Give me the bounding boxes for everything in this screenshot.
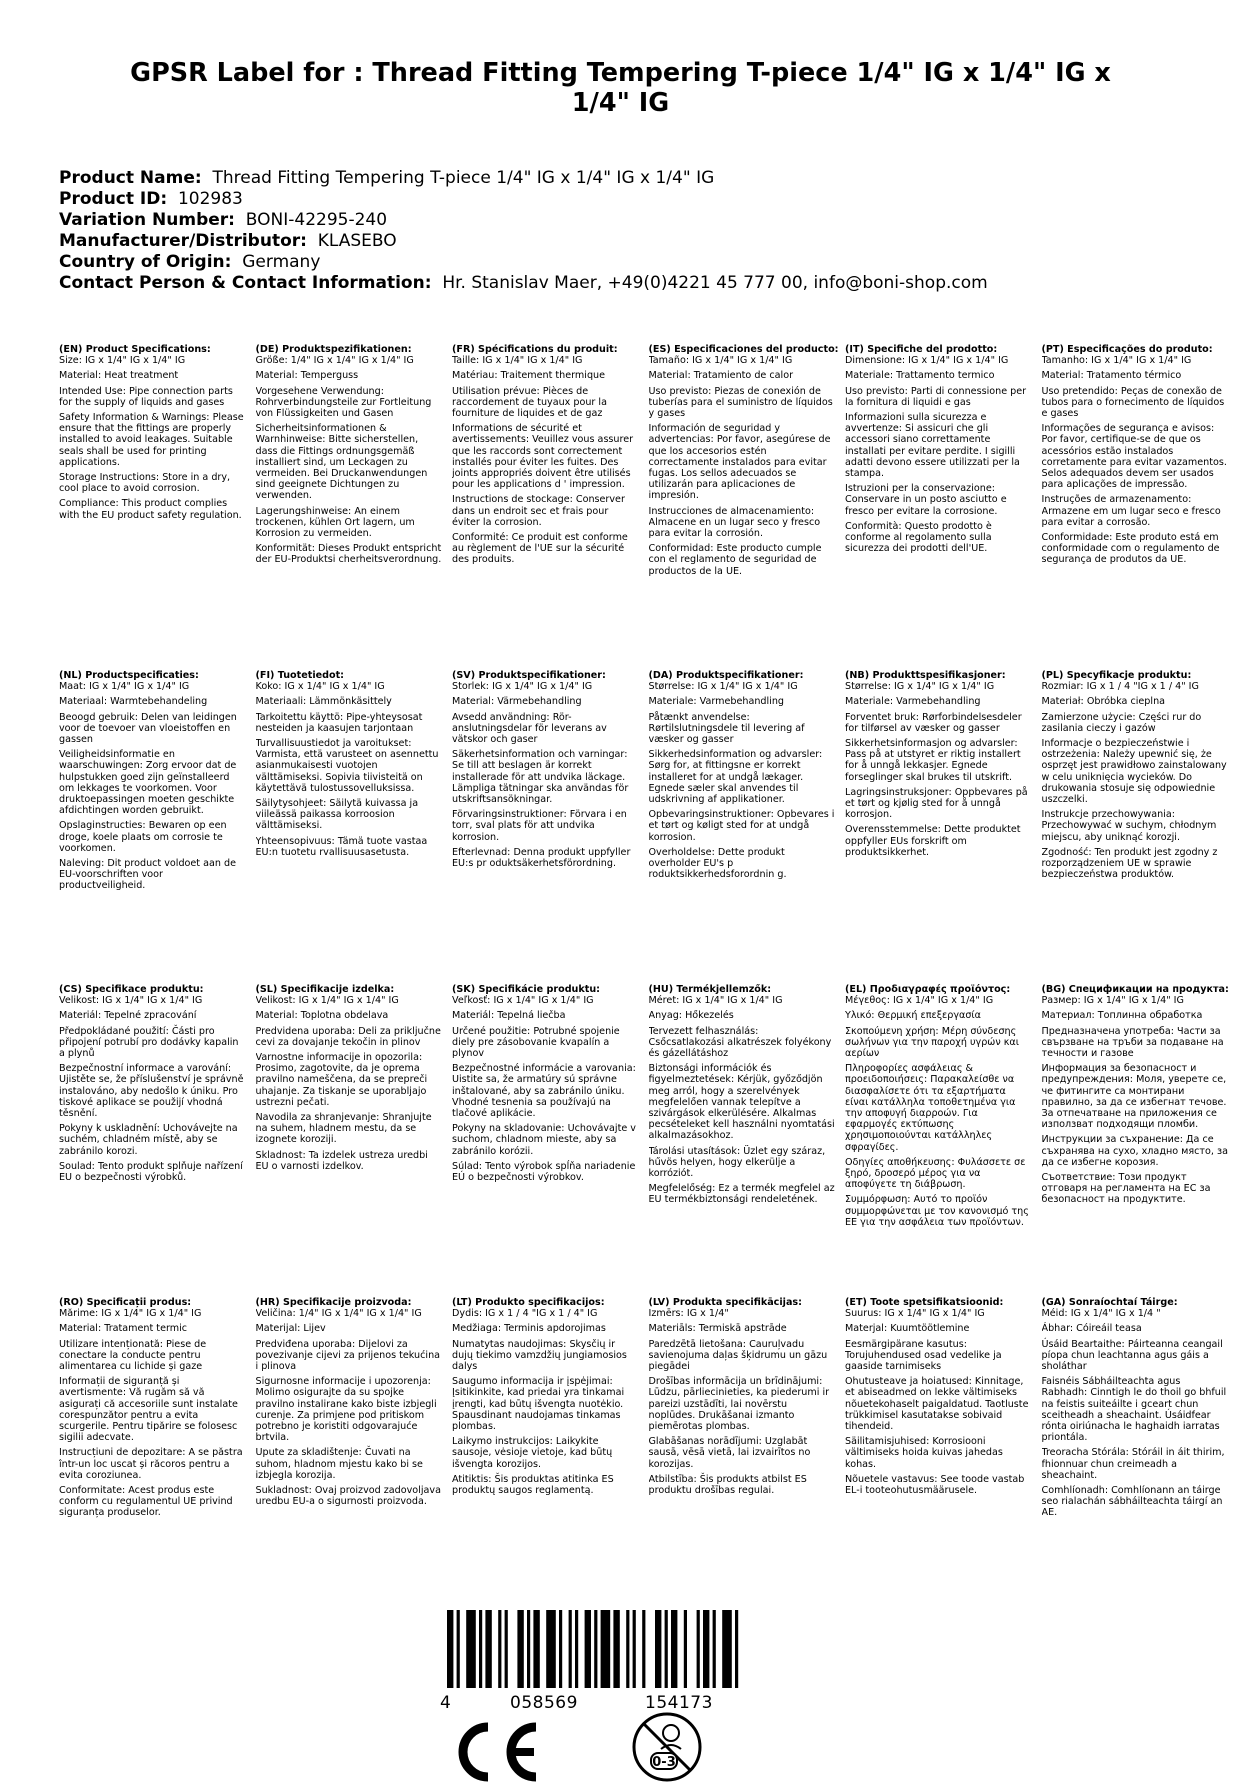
barcode-bar	[684, 1610, 687, 1688]
spec-line: Συμμόρφωση: Αυτό το προϊόν συμμορφώνεται με τον κανονισμό της ΕΕ για την ασφάλεια των προϊόντων.	[845, 1194, 1029, 1228]
spec-line: Material: Toplotna obdelava	[255, 1010, 389, 1022]
spec-block	[845, 984, 1042, 1297]
barcode-digit-first: 4	[440, 1693, 451, 1713]
spec-line: Paredzētā lietošana: Cauruļvadu savienojuma daļas šķidrumu un gāzu piegādei	[648, 1338, 828, 1373]
spec-line: Materiál: Tepelná liečba	[452, 1010, 566, 1022]
age-label: 0-3	[652, 1755, 676, 1770]
spec-line: Glabāšanas norādījumi: Uzglabāt sausā, vēsā vietā, lai izvairītos no korozijas.	[648, 1436, 811, 1470]
spec-line: Vorgesehene Verwendung: Rohrverbindungsteile zur Fortleitung von Flüssigkeiten und Gasen	[255, 385, 432, 420]
spec-line: Material: Tratamento térmico	[1041, 370, 1182, 382]
spec-line: Istruzioni per la conservazione: Conservare in un posto asciutto e fresco per evitare la corrosione.	[845, 483, 1007, 517]
spec-line: Инструкции за съхранение: Да се съхранява на сухо, хладно място, за да се избегне корозия.	[1041, 1134, 1228, 1168]
barcode-bar	[447, 1610, 453, 1688]
spec-heading: (HU) Termékjellemzők:	[648, 984, 772, 995]
spec-line: Opbevaringsinstruktioner: Opbevares i et tørt og køligt sted for at undgå korrosion.	[648, 809, 835, 843]
spec-line: Pokyny k uskladnění: Uchovávejte na suchém, chladném místě, aby se zabránilo korozi.	[59, 1123, 238, 1157]
spec-heading: (SL) Specifikacije izdelka:	[255, 984, 395, 995]
spec-line: Overensstemmelse: Dette produktet oppfyller EUs forskrift om produktsikkerhet.	[845, 824, 1021, 858]
spec-line: Sikkerhedsinformation og advarsler: Sørg for, at fittingsne er korrekt installeret for at undgå lækager. Egnede sæler skal anvendes til udskrivning af applikationer.	[648, 749, 823, 806]
spec-line: Tamanho: IG x 1/4" IG x 1/4" IG	[1041, 355, 1192, 367]
spec-line: Materijal: Lijev	[255, 1323, 326, 1335]
spec-heading: (SV) Produktspecifikationer:	[452, 670, 606, 681]
spec-line: Méid: IG x 1/4" IG x 1/4 "	[1041, 1308, 1161, 1320]
spec-line: Súlad: Tento výrobok spĺňa nariadenie EÚ o bezpečnosti výrobkov.	[452, 1160, 636, 1184]
spec-line: Uso previsto: Piezas de conexión de tuberías para el suministro de líquidos y gases	[648, 385, 833, 420]
barcode-bar	[457, 1610, 460, 1688]
spec-line: Comhlíonadh: Comhlíonann an táirge seo rialachán sábháilteachta táirgí an AE.	[1041, 1485, 1223, 1519]
spec-line: Tarkoitettu käyttö: Pipe-yhteysosat nesteiden ja kaasujen tarjontaan	[255, 711, 423, 734]
spec-line: Säilitamisjuhised: Korrosiooni vältimiseks hoida kuivas jahedas kohas.	[845, 1436, 1003, 1470]
spec-line: Predviđena uporaba: Dijelovi za povezivanje cijevi za prijenos tekućina i plinova	[255, 1338, 441, 1373]
spec-block	[452, 670, 649, 984]
spec-line: Sikkerhetsinformasjon og advarsler: Pass på at utstyret er riktig installert for å unngå lekkasjer. Egnede forseglinger skal brukes til utskrift.	[845, 738, 1021, 783]
spec-block	[256, 670, 453, 984]
spec-block	[256, 984, 453, 1297]
spec-line: Размер: IG x 1/4" IG x 1/4" IG	[1041, 995, 1184, 1007]
barcode-bar	[671, 1610, 677, 1688]
spec-block	[649, 670, 846, 984]
spec-line: Veľkosť: IG x 1/4" IG x 1/4" IG	[452, 995, 594, 1007]
spec-line: Uso previsto: Parti di connessione per la fornitura di liquidi e gas	[845, 385, 1027, 408]
barcode-bar	[517, 1610, 523, 1688]
spec-line: Sigurnosne informacije i upozorenja: Molimo osigurajte da su spojke pravilno instalirane kako biste izbjegli curenje. Za primjene pod pritiskom potrebno je koristiti odgovarajuće brtvila.	[255, 1376, 437, 1444]
spec-line: Intended Use: Pipe connection parts for the supply of liquids and gases	[59, 385, 233, 408]
spec-heading: (CS) Specifikace produktu:	[59, 984, 204, 995]
spec-heading: (LT) Produkto specifikacijos:	[452, 1297, 605, 1308]
spec-line: Nõuetele vastavus: See toode vastab EL-i tooteohutusmäärusele.	[845, 1473, 1025, 1497]
barcode-bar	[713, 1610, 716, 1688]
barcode-bar	[569, 1610, 572, 1688]
info-value: Germany	[242, 252, 321, 272]
spec-line: Veiligheidsinformatie en waarschuwingen: Zorg ervoor dat de hulpstukken goed zijn geïnstalleerd om lekkages te voorkomen. Voor druktoepassingen moeten geschikte afdichtingen worden gebruikt.	[59, 749, 237, 817]
barcode-bar	[575, 1610, 578, 1688]
spec-line: Säkerhetsinformation och varningar: Se till att beslagen är korrekt installerade för att undvika läckage. Lämpliga tätningar ska användas för utskriftsansökningar.	[452, 749, 629, 806]
spec-line: Informações de segurança e avisos: Por favor, certifique-se de que os acessórios estão instalados corretamente para evitar vazamentos. Selos adequados devem ser usados para aplicações de impressão.	[1041, 423, 1227, 491]
spec-heading: (ES) Especificaciones del producto:	[648, 344, 839, 355]
spec-line: Material: Temperguss	[255, 370, 359, 382]
spec-block	[845, 344, 1042, 670]
spec-line: Materiāls: Termiskā apstrāde	[648, 1323, 787, 1335]
spec-line: Conformidade: Este produto está em conformidade com o regulamento de segurança de produtos da UE.	[1041, 532, 1220, 566]
barcode-bar	[703, 1610, 709, 1688]
spec-line: Material: Heat treatment	[59, 370, 179, 382]
spec-line: Påtænkt anvendelse: Rørtilslutningsdele til levering af væsker og gasser	[648, 711, 805, 746]
info-value: Thread Fitting Tempering T-piece 1/4" IG x 1/4" IG x 1/4" IG	[212, 168, 715, 188]
info-row	[59, 189, 1199, 210]
barcode-bar	[533, 1610, 539, 1688]
barcode-bar	[585, 1610, 591, 1688]
spec-line: Dydis: IG x 1 / 4 "IG x 1 / 4" IG	[452, 1308, 598, 1320]
spec-line: Úsáid Beartaithe: Páirteanna ceangail píopa chun leachtanna agus gáis a sholáthar	[1041, 1338, 1223, 1373]
spec-line: Atbilstība: Šis produkts atbilst ES produktu drošības regulai.	[648, 1473, 807, 1497]
barcode	[445, 1610, 745, 1688]
info-row	[59, 168, 1199, 189]
spec-line: Съответствие: Този продукт отговаря на регламента на ЕС за безопасност на продуктите.	[1041, 1172, 1211, 1206]
spec-heading: (IT) Specifiche del prodotto:	[845, 344, 998, 355]
spec-block	[1042, 670, 1239, 984]
spec-line: Yhteensopivuus: Tämä tuote vastaa EU:n tuotetu rvallisuusasetusta.	[255, 835, 428, 858]
spec-line: Taille: IG x 1/4" IG x 1/4" IG	[452, 355, 583, 367]
spec-line: Utilisation prévue: Pièces de raccordement de tuyaux pour la fourniture de liquides et de gaz	[452, 385, 607, 420]
spec-block	[649, 1297, 846, 1597]
spec-line: Soulad: Tento produkt splňuje nařízení EU o bezpečnosti výrobků.	[59, 1160, 243, 1184]
spec-line: Turvallisuustiedot ja varoitukset: Varmista, että varusteet on asennettu asianmukaisesti vuotojen välttämiseksi. Sopivia tiivisteitä on käytettävä tulostussovelluksissa.	[255, 738, 439, 794]
spec-block	[1042, 344, 1239, 670]
spec-line: Compliance: This product complies with the EU product safety regulation.	[59, 498, 242, 521]
spec-line: Avsedd användning: Rör-anslutningsdelar för leverans av vätskor och gaser	[452, 711, 607, 746]
spec-line: Ábhar: Cóireáil teasa	[1041, 1323, 1142, 1335]
spec-block	[1042, 984, 1239, 1297]
spec-line: Pokyny na skladovanie: Uchovávajte v suchom, chladnom mieste, aby sa zabránilo korózii.	[452, 1123, 636, 1157]
spec-block	[59, 984, 256, 1297]
spec-line: Storage Instructions: Store in a dry, cool place to avoid corrosion.	[59, 472, 231, 495]
spec-line: Säilytysohjeet: Säilytä kuivassa ja viileässä paikassa korroosion välttämiseksi.	[255, 798, 419, 832]
spec-line: Materjal: Kuumtöötlemine	[845, 1323, 970, 1335]
spec-line: Informazioni sulla sicurezza e avvertenze: Si assicuri che gli accessori siano correttamente installati per evitare perdite. I sigilli adatti devono essere utilizzati per la stampa.	[845, 412, 1020, 480]
barcode-group-left: 058569	[510, 1693, 578, 1713]
barcode-bar	[626, 1610, 629, 1688]
spec-line: Conformitate: Acest produs este conform cu regulamentul UE privind siguranța produselor.	[59, 1485, 233, 1519]
ce-mark-icon	[452, 1721, 542, 1783]
spec-block	[256, 1297, 453, 1597]
info-label: Product Name:	[59, 168, 202, 188]
spec-line: Medžiaga: Terminis apdorojimas	[452, 1323, 606, 1335]
spec-line: Drošības informācija un brīdinājumi: Lūdzu, pārliecinieties, ka piederumi ir pareizi uzstādīti, lai novērstu noplūdes. Drukāšanai izmanto piemērotas plombas.	[648, 1376, 830, 1433]
spec-line: Faisnéis Sábháilteachta agus Rabhadh: Cinntigh le do thoil go bhfuil na feistis suiteáilte i gceart chun sceitheadh a sheachaint. Úsáidfear rónta oiriúnacha le haghaidh iarratas priontála.	[1041, 1376, 1227, 1444]
barcode-bar	[601, 1610, 611, 1688]
spec-line: Μέγεθος: IG x 1/4" IG x 1/4" IG	[845, 995, 994, 1007]
spec-block	[845, 670, 1042, 984]
spec-line: Velikost: IG x 1/4" IG x 1/4" IG	[59, 995, 203, 1007]
spec-line: Utilizare intenționată: Piese de conectare la conducte pentru alimentarea cu lichide și gaze	[59, 1338, 207, 1373]
spec-line: Materiaali: Lämmönkäsittely	[255, 696, 392, 708]
info-label: Product ID:	[59, 189, 168, 209]
info-value: KLASEBO	[317, 231, 397, 251]
spec-line: Informații de siguranță și avertismente: Vă rugăm să vă asigurați că accesoriile sunt instalate corespunzător pentru a evita scurgerile. Pentru tipărire se folosesc sigilii adecvate.	[59, 1376, 238, 1444]
spec-line: Size: IG x 1/4" IG x 1/4" IG	[59, 355, 186, 367]
barcode-bar	[697, 1610, 700, 1688]
barcode-bar	[722, 1610, 732, 1688]
spec-heading: (FR) Spécifications du produit:	[452, 344, 618, 355]
spec-block	[1042, 1297, 1239, 1597]
spec-line: Navodila za shranjevanje: Shranjujte na suhem, hladnem mestu, da se izognete koroziji.	[255, 1112, 432, 1146]
spec-line: Megfelelőség: Ez a termék megfelel az EU termékbiztonsági rendeletének.	[648, 1183, 835, 1206]
spec-line: Σκοπούμενη χρήση: Μέρη σύνδεσης σωλήνων για την παροχή υγρών και αερίων	[845, 1025, 1019, 1060]
spec-heading: (PL) Specyfikacje produktu:	[1041, 670, 1192, 681]
spec-heading: (NB) Produkttspesifikasjoner:	[845, 670, 1006, 681]
spec-line: Veličina: 1/4" IG x 1/4" IG x 1/4" IG	[255, 1308, 422, 1320]
spec-line: Upute za skladištenje: Čuvati na suhom, hladnom mjestu kako bi se izbjegla korozija.	[255, 1447, 423, 1481]
spec-line: Πληροφορίες ασφάλειας & προειδοποιήσεις: Παρακαλείσθε να διασφαλίσετε ότι τα εξαρτήματα είναι κατάλληλα τοποθετημένα για την αποφυγή διαρροών. Για εφαρμογές εκτύπωσης χρησιμοποιούνται κατάλληλες σφραγίδες.	[845, 1063, 1016, 1153]
barcode-bar	[655, 1610, 661, 1688]
spec-block	[59, 344, 256, 670]
spec-line: Informacje o bezpieczeństwie i ostrzeżenia: Należy upewnić się, że osprzęt jest prawidłowo zainstalowany w celu uniknięcia wycieków. Do drukowania stosuje się odpowiednie uszczelki.	[1041, 738, 1227, 806]
spec-block	[256, 344, 453, 670]
spec-line: Предназначена употреба: Части за свързване на тръби за подаване на течности и газове	[1041, 1025, 1224, 1060]
barcode-bar	[735, 1610, 738, 1688]
spec-line: Lagerungshinweise: An einem trockenen, kühlen Ort lagern, um Korrosion zu vermeiden.	[255, 505, 415, 540]
spec-row	[59, 670, 1239, 984]
spec-line: Uso pretendido: Peças de conexão de tubos para o fornecimento de líquidos e gases	[1041, 385, 1225, 420]
spec-line: Información de seguridad y advertencias: Por favor, asegúrese de que los accesorios estén correctamente instalados para evitar fugas. Los sellos adecuados se utilizarán para aplicaciones de impresión.	[648, 423, 831, 502]
spec-block	[452, 344, 649, 670]
spec-line: Naleving: Dit product voldoet aan de EU-voorschriften voor productveiligheid.	[59, 858, 236, 892]
spec-line: Material: Värmebehandling	[452, 696, 582, 708]
spec-line: Conformidad: Este producto cumple con el reglamento de seguridad de productos de la UE.	[648, 543, 822, 577]
spec-line: Sicherheitsinformationen & Warnhinweise: Bitte sicherstellen, dass die Fittings ordnungsgemäß installiert sind, um Leckagen zu vermeiden. Bei Druckanwendungen sind geeignete Dichtungen zu verwenden.	[255, 423, 428, 502]
spec-heading: (EL) Προδιαγραφές προϊόντος:	[845, 984, 1011, 995]
spec-line: Lagringsinstruksjoner: Oppbevares på et tørt og kjølig sted for å unngå korrosjon.	[845, 786, 1028, 821]
spec-line: Материал: Топлинна обработка	[1041, 1010, 1203, 1022]
spec-line: Ohutusteave ja hoiatused: Kinnitage, et abiseadmed on lekke vältimiseks nõuetekohaselt paigaldatud. Taotluste trükkimisel kasutatakse sobivaid tihendeid.	[845, 1376, 1029, 1433]
spec-line: Material: Tratamiento de calor	[648, 370, 794, 382]
spec-grid	[59, 344, 1239, 1597]
spec-line: Forventet bruk: Rørforbindelsesdeler for tilførsel av væsker og gasser	[845, 711, 1022, 734]
spec-line: Størrelse: IG x 1/4" IG x 1/4" IG	[648, 681, 798, 693]
spec-line: Информация за безопасност и предупреждения: Моля, уверете се, че фитингите са монтирани правилно, за да се избегнат течове. За отпечатване на приложения се използват подходящи пломби.	[1041, 1063, 1227, 1131]
spec-line: Instrucciones de almacenamiento: Almacene en un lugar seco y fresco para evitar la corrosión.	[648, 505, 821, 540]
spec-line: Instruções de armazenamento: Armazene em um lugar seco e fresco para evitar a corrosão.	[1041, 494, 1221, 528]
spec-line: Efterlevnad: Denna produkt uppfyller EU:s pr oduktsäkerhetsförordning.	[452, 846, 631, 870]
spec-line: Eesmärgipärane kasutus: Torujuhendused osad vedelike ja gaaside tarnimiseks	[845, 1338, 1002, 1373]
spec-line: Instructions de stockage: Conserver dans un endroit sec et frais pour éviter la corrosion.	[452, 494, 625, 528]
spec-heading: (BG) Спецификации на продукта:	[1041, 984, 1229, 995]
spec-line: Bezpečnostné informácie a varovania: Uistite sa, že armatúry sú správne inštalované, aby sa zabránilo úniku. Vhodné tesnenia sa používajú na tlačové aplikácie.	[452, 1063, 636, 1120]
spec-line: Atitiktis: Šis produktas atitinka ES produktų saugos reglamentą.	[452, 1473, 614, 1497]
spec-row	[59, 984, 1239, 1297]
spec-line: Saugumo informacija ir įspėjimai: Įsitikinkite, kad priedai yra tinkamai įrengti, kad būtų išvengta nuotėkio. Spausdinant naudojamas tinkamas plombas.	[452, 1376, 625, 1433]
page-title: GPSR Label for : Thread Fitting Tempering T-piece 1/4" IG x 1/4" IG x 1/4" IG	[130, 58, 1111, 118]
spec-line: Tárolási utasítások: Üzlet egy száraz, hűvös helyen, hogy elkerülje a korróziót.	[648, 1145, 826, 1180]
spec-line: Größe: 1/4" IG x 1/4" IG x 1/4" IG	[255, 355, 414, 367]
spec-line: Υλικό: Θερμική επεξεργασία	[845, 1010, 981, 1022]
spec-line: Tervezett felhasználás: Csőcsatlakozási alkatrészek folyékony és gázellátáshoz	[648, 1025, 832, 1060]
barcode-bar	[613, 1610, 619, 1688]
spec-line: Konformität: Dieses Produkt entspricht der EU-Produktsi cherheitsverordnung.	[255, 543, 442, 566]
spec-line: Material: Tratament termic	[59, 1323, 188, 1335]
spec-row	[59, 344, 1239, 670]
barcode-bar	[479, 1610, 482, 1688]
spec-line: Instrukcje przechowywania: Przechowywać w suchym, chłodnym miejscu, aby uniknąć korozji.	[1041, 809, 1217, 843]
barcode-bar	[527, 1610, 530, 1688]
spec-line: Informations de sécurité et avertissements: Veuillez vous assurer que les raccords sont correctement installés pour éviter les fuites. Des joints appropriés doivent être utilisés pour les applications d ' impression.	[452, 423, 634, 491]
spec-line: Méret: IG x 1/4" IG x 1/4" IG	[648, 995, 783, 1007]
spec-line: Koko: IG x 1/4" IG x 1/4" IG	[255, 681, 385, 693]
info-value: BONI-42295-240	[245, 210, 388, 230]
spec-line: Mărime: IG x 1/4" IG x 1/4" IG	[59, 1308, 202, 1320]
spec-line: Materiał: Obróbka cieplna	[1041, 696, 1166, 708]
spec-heading: (GA) Sonraíochtaí Táirge:	[1041, 1297, 1178, 1308]
spec-heading: (FI) Tuotetiedot:	[255, 670, 344, 681]
spec-heading: (LV) Produkta specifikācijas:	[648, 1297, 802, 1308]
spec-row	[59, 1297, 1239, 1597]
barcode-bar	[498, 1610, 501, 1688]
spec-line: Opslaginstructies: Bewaren op een droge, koele plaats om corrosie te voorkomen.	[59, 820, 227, 854]
spec-line: Treoracha Stórála: Stóráil in áit thirim, fhionnuar chun creimeadh a sheachaint.	[1041, 1447, 1225, 1481]
spec-line: Materiale: Trattamento termico	[845, 370, 995, 382]
spec-line: Laikymo instrukcijos: Laikykite sausoje, vėsioje vietoje, kad būtų išvengta korozijos.	[452, 1436, 613, 1470]
spec-line: Matériau: Traitement thermique	[452, 370, 606, 382]
spec-line: Beoogd gebruik: Delen van leidingen voor de toevoer van vloeistoffen en gassen	[59, 711, 237, 746]
barcode-bar	[546, 1610, 556, 1688]
spec-line: Materiale: Varmebehandling	[648, 696, 785, 708]
spec-line: Předpokládané použití: Části pro připojení potrubí pro dodávky kapalin a plynů	[59, 1025, 239, 1060]
spec-block	[59, 670, 256, 984]
spec-line: Numatytas naudojimas: Skysčių ir dujų tiekimo vamzdžių jungiamosios dalys	[452, 1338, 627, 1373]
spec-line: Materiál: Tepelné zpracování	[59, 1010, 197, 1022]
spec-line: Izmērs: IG x 1/4"	[648, 1308, 729, 1320]
spec-line: Zamierzone użycie: Części rur do zasilania cieczy i gazów	[1041, 711, 1202, 734]
info-label: Variation Number:	[59, 210, 235, 230]
spec-line: Zgodność: Ten produkt jest zgodny z rozporządzeniem UE w sprawie bezpieczeństwa produktów.	[1041, 846, 1218, 881]
spec-line: Tamaño: IG x 1/4" IG x 1/4" IG	[648, 355, 793, 367]
spec-line: Materiale: Varmebehandling	[845, 696, 981, 708]
info-label: Contact Person & Contact Information:	[59, 273, 432, 293]
spec-heading: (NL) Productspecificaties:	[59, 670, 199, 681]
info-value: Hr. Stanislav Maer, +49(0)4221 45 777 00, info@boni-shop.com	[442, 273, 988, 293]
spec-block	[59, 1297, 256, 1597]
info-label: Country of Origin:	[59, 252, 232, 272]
spec-line: Anyag: Hőkezelés	[648, 1010, 734, 1022]
spec-line: Safety Information & Warnings: Please ensure that the fittings are properly installed to avoid leakages. Suitable seals shall be used for printing applications.	[59, 412, 244, 468]
barcode-bar	[466, 1610, 476, 1688]
barcode-bar	[665, 1610, 668, 1688]
age-restriction-icon	[631, 1709, 703, 1789]
spec-line: Οδηγίες αποθήκευσης: Φυλάσσετε σε ξηρό, δροσερό μέρος για να αποφύγετε τη διάβρωση.	[845, 1156, 1026, 1191]
barcode-bar	[642, 1610, 645, 1688]
spec-line: Suurus: IG x 1/4" IG x 1/4" IG	[845, 1308, 985, 1320]
spec-block	[452, 984, 649, 1297]
spec-line: Overholdelse: Dette produkt overholder EU's p roduktsikkerhedsforordnin g.	[648, 846, 787, 881]
spec-line: Materiaal: Warmtebehandeling	[59, 696, 208, 708]
spec-heading: (ET) Toote spetsifikatsioonid:	[845, 1297, 1004, 1308]
barcode-bar	[559, 1610, 562, 1688]
spec-heading: (HR) Specifikacije proizvoda:	[255, 1297, 412, 1308]
spec-heading: (SK) Špecifikácie produktu:	[452, 984, 601, 995]
info-row	[59, 210, 1199, 231]
spec-heading: (RO) Specificații produs:	[59, 1297, 192, 1308]
barcode-bar	[485, 1610, 491, 1688]
spec-line: Instrucțiuni de depozitare: A se păstra într-un loc uscat și răcoros pentru a evita coroziunea.	[59, 1447, 243, 1481]
spec-line: Velikost: IG x 1/4" IG x 1/4" IG	[255, 995, 399, 1007]
spec-line: Určené použitie: Potrubné spojenie diely pre zásobovanie kvapalín a plynov	[452, 1025, 620, 1060]
barcode-bar	[594, 1610, 597, 1688]
info-row	[59, 231, 1199, 252]
info-row	[59, 273, 1199, 294]
spec-line: Conformità: Questo prodotto è conforme al regolamento sulla sicurezza dei prodotti dell'UE.	[845, 520, 992, 555]
spec-line: Sukladnost: Ovaj proizvod zadovoljava uredbu EU-a o sigurnosti proizvoda.	[255, 1485, 441, 1508]
spec-line: Biztonsági információk és figyelmeztetések: Kérjük, győződjön meg arról, hogy a szerelvények megfelelően vannak telepítve a szivárgások elkerülésére. Alkalmas pecsételeket kell használni nyomtatási alkalmazásokhoz.	[648, 1063, 835, 1142]
spec-heading: (PT) Especificações do produto:	[1041, 344, 1213, 355]
spec-block	[845, 1297, 1042, 1597]
spec-line: Förvaringsinstruktioner: Förvara i en torr, sval plats för att undvika korrosion.	[452, 809, 627, 843]
spec-line: Størrelse: IG x 1/4" IG x 1/4" IG	[845, 681, 995, 693]
spec-line: Skladnost: Ta izdelek ustreza uredbi EU o varnosti izdelkov.	[255, 1149, 428, 1172]
spec-block	[649, 344, 846, 670]
spec-line: Storlek: IG x 1/4" IG x 1/4" IG	[452, 681, 593, 693]
spec-heading: (EN) Product Specifications:	[59, 344, 211, 355]
spec-heading: (DA) Produktspecifikationer:	[648, 670, 804, 681]
spec-block	[649, 984, 846, 1297]
spec-line: Varnostne informacije in opozorila: Prosimo, zagotovite, da je oprema pravilno nameščena, da se prepreči uhajanje. Za tiskanje se uporabljajo ustrezni pečati.	[255, 1052, 428, 1108]
spec-line: Predvidena uporaba: Deli za priključne cevi za dovajanje tekočin in plinov	[255, 1025, 441, 1048]
info-value: 102983	[177, 189, 243, 209]
spec-line: Rozmiar: IG x 1 / 4 "IG x 1 / 4" IG	[1041, 681, 1199, 693]
spec-line: Bezpečnostní informace a varování: Ujistěte se, že příslušenství je správně instalováno, aby nedošlo k úniku. Pro tiskové aplikace se použijí vhodná těsnění.	[59, 1063, 244, 1120]
barcode-bar	[633, 1610, 636, 1688]
product-info	[59, 168, 1199, 294]
spec-line: Maat: IG x 1/4" IG x 1/4" IG	[59, 681, 190, 693]
info-label: Manufacturer/Distributor:	[59, 231, 307, 251]
spec-line: Dimensione: IG x 1/4" IG x 1/4" IG	[845, 355, 1009, 367]
info-row	[59, 252, 1199, 273]
spec-line: Conformité: Ce produit est conforme au règlement de l'UE sur la sécurité des produits.	[452, 532, 628, 566]
barcode-group-right: 154173	[645, 1693, 713, 1713]
spec-block	[452, 1297, 649, 1597]
spec-heading: (DE) Produktspezifikationen:	[255, 344, 412, 355]
barcode-bar	[505, 1610, 508, 1688]
